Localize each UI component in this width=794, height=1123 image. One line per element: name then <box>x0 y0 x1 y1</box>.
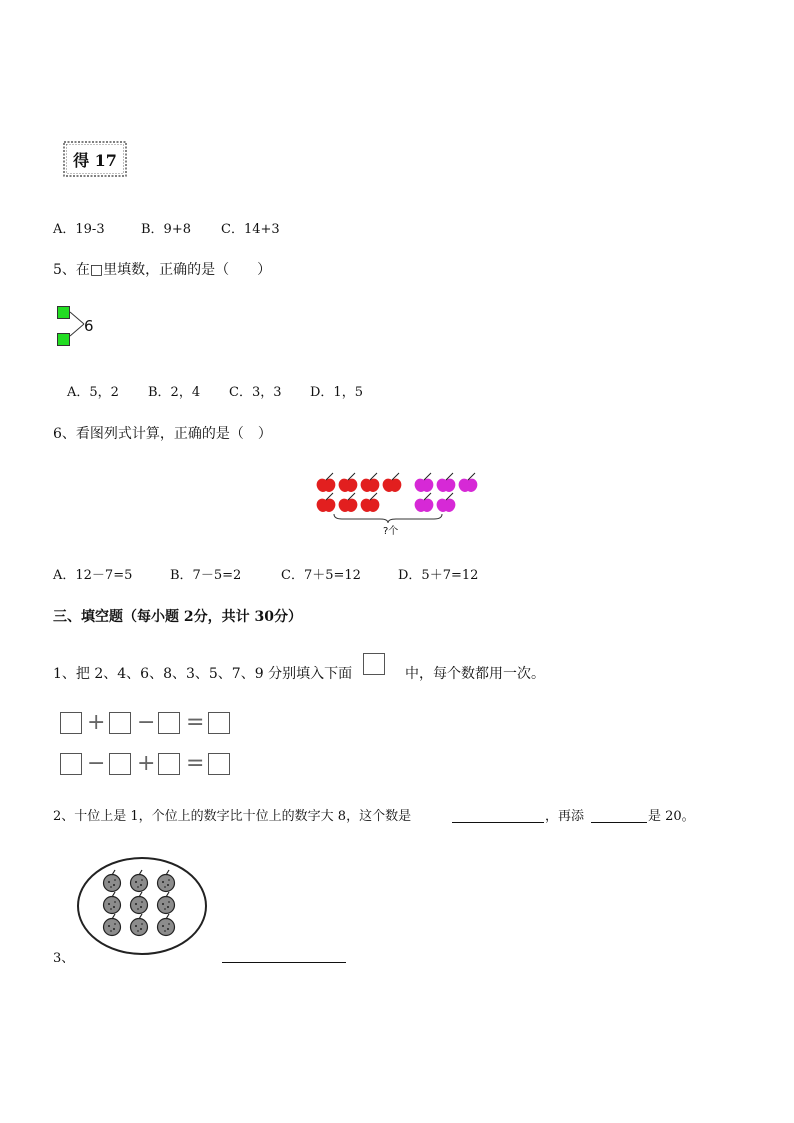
q5-option-b: B．2，4 <box>148 385 201 400</box>
fill1-row2-box-4[interactable] <box>208 753 230 775</box>
badge-label: 得 17 <box>73 150 117 170</box>
fill1-row1-box-3[interactable] <box>158 712 180 734</box>
fill3-blank[interactable] <box>222 948 346 963</box>
q5-text: 5、在□里填数，正确的是（ ） <box>53 262 272 278</box>
q5-green-square-top <box>57 306 70 319</box>
q6-option-c: C．7＋5=12 <box>281 568 361 583</box>
q5-option-c: C．3，3 <box>229 385 282 400</box>
fill1-text-before: 1、把 2、4、6、8、3、5、7、9 分别填入下面 <box>53 666 353 682</box>
q6-option-b: B．7－5=2 <box>170 568 242 583</box>
q6-option-d: D．5＋7=12 <box>398 568 479 583</box>
fill1-row1-box-1[interactable] <box>60 712 82 734</box>
fill2-text-c: 是 20。 <box>648 809 695 824</box>
q5-green-square-bottom <box>57 333 70 346</box>
q6-text: 6、看图列式计算，正确的是（ ） <box>53 426 272 442</box>
score-badge <box>62 140 128 178</box>
fill3-plate-picture <box>74 855 210 957</box>
minus-sign: − <box>87 751 106 776</box>
q6-brace-label: ?个 <box>383 526 399 537</box>
fill1-row1-box-4[interactable] <box>208 712 230 734</box>
q4-option-b: B．9+8 <box>141 222 191 237</box>
fill3-label: 3、 <box>53 951 75 966</box>
fill1-row2-box-1[interactable] <box>60 753 82 775</box>
fill1-row2-box-3[interactable] <box>158 753 180 775</box>
plus-sign: + <box>87 710 106 735</box>
fill2-blank-1[interactable] <box>452 808 544 823</box>
fill2-text-a: 2、十位上是 1，个位上的数字比十位上的数字大 8，这个数是 <box>53 809 412 824</box>
q4-option-c: C．14+3 <box>221 222 280 237</box>
q4-option-a: A．19-3 <box>53 222 105 237</box>
q5-total-number: 6 <box>84 317 94 335</box>
equals-sign: = <box>186 710 205 735</box>
minus-sign: − <box>137 710 156 735</box>
fill1-row1-box-2[interactable] <box>109 712 131 734</box>
fill1-row2-box-2[interactable] <box>109 753 131 775</box>
magenta-apples <box>415 473 478 512</box>
fill1-text-after: 中，每个数都用一次。 <box>405 666 545 682</box>
fill2-text-b: ，再添 <box>545 809 585 824</box>
fill2-blank-2[interactable] <box>591 808 647 823</box>
q5-option-d: D．1，5 <box>310 385 363 400</box>
section-3-title: 三、填空题（每小题 2分，共计 30分） <box>53 609 302 625</box>
red-apples <box>317 473 402 512</box>
q6-option-a: A．12－7=5 <box>53 568 133 583</box>
equals-sign: = <box>186 751 205 776</box>
fill1-inline-box <box>363 653 385 675</box>
q5-option-a: A．5，2 <box>67 385 119 400</box>
plus-sign: + <box>137 751 156 776</box>
